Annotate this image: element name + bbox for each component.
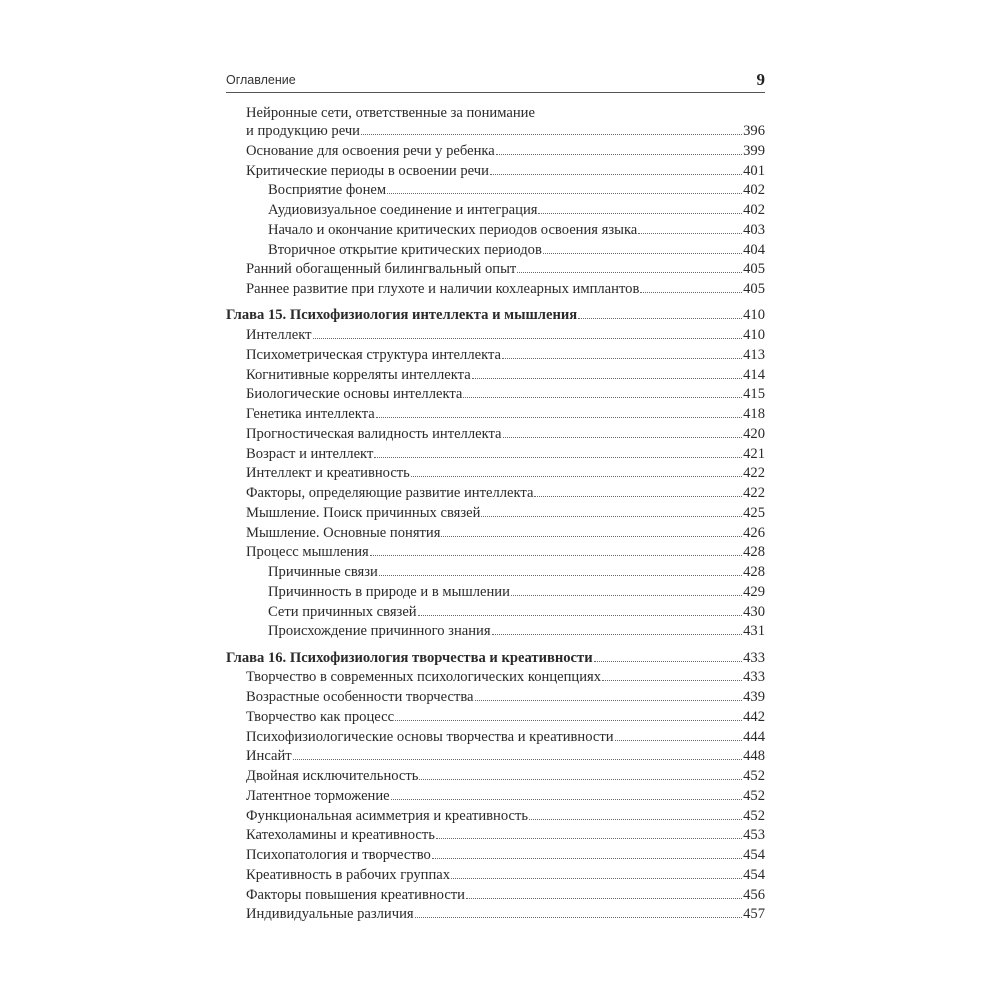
toc-entry-page: 403	[743, 221, 765, 238]
toc-entry	[226, 826, 765, 846]
toc-entry-title: Причинные связи	[268, 564, 378, 580]
toc-entry-page: 426	[743, 524, 765, 541]
toc-entry	[226, 886, 765, 906]
toc-entry	[226, 688, 765, 708]
toc-entry	[226, 668, 765, 688]
toc-entry-title: Генетика интеллекта	[246, 406, 375, 422]
toc-entry-page: 422	[743, 465, 765, 482]
dot-leader	[490, 173, 742, 175]
toc-chapter-entry	[226, 649, 765, 669]
dot-leader	[517, 271, 742, 273]
toc-entry-page: 442	[743, 708, 765, 725]
toc-entry-page: 414	[743, 366, 765, 383]
toc-entry-page: 452	[743, 768, 765, 784]
toc-entry-title: Психофизиологические основы творчества и креативности	[246, 728, 614, 745]
toc-entry	[226, 708, 765, 728]
toc-entry-title: Критические периоды в освоении речи	[246, 162, 489, 179]
toc-entry	[226, 464, 765, 484]
toc-entry	[226, 241, 765, 261]
toc-entry-title: Катехоламины и креативность	[246, 827, 435, 844]
toc-entry-page: 452	[743, 807, 765, 824]
dot-leader	[615, 739, 743, 741]
toc-entry	[226, 221, 765, 241]
toc-entry	[226, 622, 765, 642]
toc-entry-title: Восприятие фонем	[268, 182, 387, 199]
toc-entry-page: 422	[743, 485, 765, 501]
toc-entry	[226, 366, 765, 386]
table-of-contents	[226, 105, 765, 925]
toc-entry-title: Психопатология и творчество	[246, 847, 431, 863]
dot-leader	[503, 436, 743, 438]
toc-entry	[226, 846, 765, 866]
toc-entry	[226, 326, 765, 346]
dot-leader	[387, 192, 742, 194]
dot-leader	[594, 660, 742, 662]
toc-entry-page: 405	[743, 261, 765, 278]
dot-leader	[538, 212, 742, 214]
dot-leader	[475, 699, 743, 701]
dot-leader	[418, 614, 743, 616]
toc-entry-title: Инсайт	[246, 748, 292, 765]
dot-leader	[293, 758, 742, 760]
toc-chapter-entry	[226, 306, 765, 326]
toc-entry-title: Творчество как процесс	[246, 708, 395, 725]
toc-entry-title: Психометрическая структура интеллекта	[246, 346, 502, 363]
toc-entry-page: 430	[743, 603, 765, 620]
toc-entry	[226, 728, 765, 748]
running-header	[226, 70, 765, 93]
dot-leader	[492, 633, 743, 635]
toc-entry-title: Происхождение причинного знания	[268, 623, 491, 640]
toc-entry	[226, 866, 765, 886]
running-header-title: Оглавление	[226, 73, 296, 87]
dot-leader	[361, 133, 742, 135]
toc-entry-title: Когнитивные корреляты интеллекта	[246, 366, 471, 383]
toc-entry-page: 454	[743, 847, 765, 863]
dot-leader	[578, 317, 742, 319]
toc-entry-page: 421	[743, 445, 765, 462]
toc-entry-page: 433	[743, 649, 765, 666]
toc-entry	[226, 425, 765, 445]
dot-leader	[472, 377, 742, 379]
toc-entry-title: Глава 16. Психофизиология творчества и креативности	[226, 649, 593, 666]
toc-entry	[226, 346, 765, 366]
toc-entry-title: Возраст и интеллект	[246, 445, 374, 462]
toc-entry	[226, 181, 765, 201]
toc-entry	[226, 385, 765, 405]
toc-entry-title: Процесс мышления	[246, 544, 369, 561]
toc-entry-page: 418	[743, 406, 765, 422]
toc-entry-title: Творчество в современных психологических концепциях	[246, 669, 602, 686]
dot-leader	[638, 232, 742, 234]
toc-entry-title: Причинность в природе и в мышлении	[268, 583, 510, 600]
dot-leader	[511, 594, 742, 596]
toc-entry-title: Индивидуальные различия	[246, 906, 414, 923]
toc-entry-title-line2: и продукцию речи	[246, 123, 360, 139]
toc-entry-page: 454	[743, 866, 765, 883]
toc-entry	[226, 260, 765, 280]
toc-entry-title: Латентное торможение	[246, 787, 390, 804]
toc-entry	[226, 445, 765, 465]
toc-entry-title: Мышление. Поиск причинных связей	[246, 504, 481, 521]
toc-entry	[226, 405, 765, 425]
toc-entry-page: 413	[743, 346, 765, 363]
toc-entry-page: 420	[743, 425, 765, 442]
toc-entry-page: 402	[743, 202, 765, 218]
toc-entry-title: Основание для освоения речи у ребенка	[246, 142, 495, 159]
dot-leader	[496, 153, 742, 155]
dot-leader	[379, 574, 742, 576]
toc-entry-page: 396	[743, 123, 765, 139]
dot-leader	[534, 495, 742, 497]
toc-entry-page: 405	[743, 281, 765, 297]
dot-leader	[481, 515, 742, 517]
dot-leader	[411, 475, 742, 477]
dot-leader	[441, 535, 742, 537]
toc-entry-title: Прогностическая валидность интеллекта	[246, 425, 502, 442]
dot-leader	[432, 857, 742, 859]
toc-entry-title: Креативность в рабочих группах	[246, 866, 451, 883]
toc-entry-title: Вторичное открытие критических периодов	[268, 241, 542, 258]
toc-entry-title: Двойная исключительность	[246, 768, 419, 784]
toc-entry	[226, 484, 765, 504]
toc-entry-title: Факторы, определяющие развитие интеллекта	[246, 485, 534, 501]
toc-entry-page: 410	[743, 327, 765, 343]
toc-entry-page: 452	[743, 787, 765, 804]
toc-entry	[226, 504, 765, 524]
dot-leader	[313, 337, 743, 339]
page-number: 9	[756, 70, 765, 89]
toc-entry	[226, 583, 765, 603]
dot-leader	[376, 416, 742, 418]
toc-entry-page: 433	[743, 669, 765, 686]
toc-entry-page: 429	[743, 583, 765, 600]
toc-entry-page: 444	[743, 728, 765, 745]
toc-entry-page: 439	[743, 689, 765, 705]
toc-entry-page: 448	[743, 748, 765, 765]
dot-leader	[391, 798, 742, 800]
toc-entry	[226, 142, 765, 162]
toc-entry	[226, 603, 765, 623]
toc-entry	[226, 543, 765, 563]
toc-entry	[226, 767, 765, 787]
toc-entry	[226, 280, 765, 300]
toc-entry-title: Сети причинных связей	[268, 603, 417, 620]
toc-entry-title: Начало и окончание критических периодов освоения языка	[268, 221, 638, 238]
toc-entry-title: Глава 15. Психофизиология интеллекта и мышления	[226, 307, 578, 324]
toc-entry-page: 410	[743, 307, 765, 324]
dot-leader	[502, 357, 742, 359]
toc-entry-page: 425	[743, 504, 765, 521]
dot-leader	[370, 554, 742, 556]
toc-entry	[226, 747, 765, 767]
toc-entry-title: Раннее развитие при глухоте и наличии кохлеарных имплантов	[246, 281, 640, 297]
toc-entry	[226, 807, 765, 827]
toc-entry-title: Интеллект	[246, 327, 312, 343]
toc-entry-page: 404	[743, 241, 765, 258]
toc-entry-page: 415	[743, 386, 765, 403]
toc-entry	[226, 201, 765, 221]
dot-leader	[374, 456, 742, 458]
toc-entry	[226, 524, 765, 544]
dot-leader	[640, 291, 742, 293]
dot-leader	[463, 396, 742, 398]
toc-entry	[226, 787, 765, 807]
toc-entry-page: 399	[743, 142, 765, 159]
toc-entry-title: Интеллект и креативность	[246, 465, 410, 482]
toc-entry-title-line1: Нейронные сети, ответственные за понимание	[246, 105, 535, 121]
dot-leader	[415, 916, 743, 918]
toc-entry-page: 457	[743, 906, 765, 923]
toc-entry-page: 431	[743, 623, 765, 640]
toc-entry-title: Биологические основы интеллекта	[246, 386, 463, 403]
toc-entry-title: Ранний обогащенный билингвальный опыт	[246, 261, 517, 278]
toc-entry-page: 456	[743, 886, 765, 903]
toc-entry	[226, 905, 765, 925]
toc-entry	[226, 105, 765, 142]
toc-entry-page: 402	[743, 182, 765, 199]
dot-leader	[419, 778, 742, 780]
dot-leader	[529, 818, 742, 820]
toc-entry-page: 453	[743, 827, 765, 844]
toc-entry	[226, 162, 765, 182]
dot-leader	[395, 719, 742, 721]
dot-leader	[543, 252, 742, 254]
toc-entry-title: Факторы повышения креативности	[246, 886, 465, 903]
toc-entry-title: Функциональная асимметрия и креативность	[246, 807, 529, 824]
toc-entry-title: Возрастные особенности творчества	[246, 689, 474, 705]
toc-entry-title: Мышление. Основные понятия	[246, 524, 441, 541]
toc-entry-page: 428	[743, 564, 765, 580]
toc-entry	[226, 563, 765, 583]
dot-leader	[436, 837, 742, 839]
toc-entry-page: 401	[743, 162, 765, 179]
dot-leader	[602, 679, 742, 681]
dot-leader	[451, 877, 742, 879]
toc-entry-title: Аудиовизуальное соединение и интеграция	[268, 202, 538, 218]
dot-leader	[466, 897, 742, 899]
toc-entry-page: 428	[743, 544, 765, 561]
